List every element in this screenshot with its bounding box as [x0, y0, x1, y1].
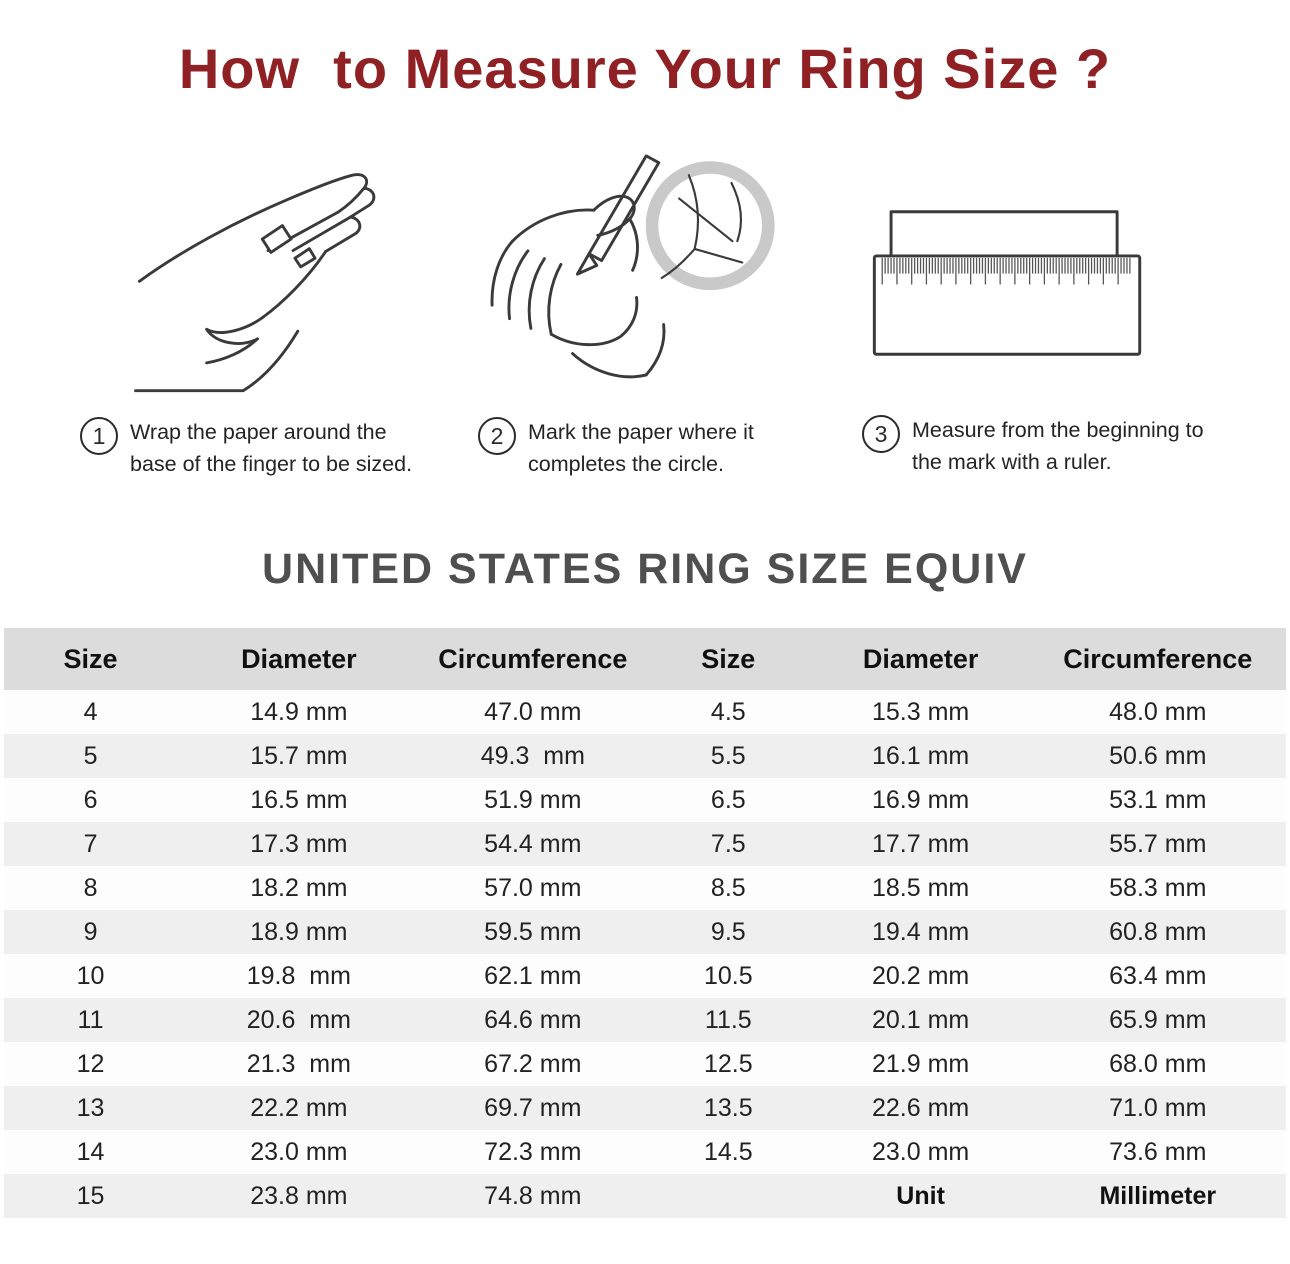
table-cell: 21.3 mm [177, 1042, 421, 1086]
ring-size-table [4, 628, 1286, 1218]
table-cell: 9 [4, 910, 177, 954]
table-cell: 62.1 mm [421, 954, 645, 998]
column-header-circumference-right: Circumference [1030, 628, 1286, 690]
table-row-size-11 [4, 998, 1286, 1042]
table-cell: 59.5 mm [421, 910, 645, 954]
step-2-line-1: Mark the paper where it [528, 420, 754, 444]
table-cell: 16.9 mm [812, 778, 1030, 822]
table-cell: 68.0 mm [1030, 1042, 1286, 1086]
table-cell: 67.2 mm [421, 1042, 645, 1086]
table-cell: 12.5 [645, 1042, 812, 1086]
table-cell: 6 [4, 778, 177, 822]
step-2-line-2: completes the circle. [528, 452, 724, 477]
table-cell: 13 [4, 1086, 177, 1130]
table-cell: 19.4 mm [812, 910, 1030, 954]
table-cell: 74.8 mm [421, 1174, 645, 1218]
table-cell: 20.6 mm [177, 998, 421, 1042]
table-cell: 14.9 mm [177, 690, 421, 734]
table-cell: 16.5 mm [177, 778, 421, 822]
table-cell: 18.5 mm [812, 866, 1030, 910]
hand-paper-wrap-illustration [128, 168, 433, 408]
table-cell: 8 [4, 866, 177, 910]
table-cell: 15.3 mm [812, 690, 1030, 734]
table-cell: 23.0 mm [177, 1130, 421, 1174]
step-1-caption [80, 416, 420, 481]
table-cell: 11.5 [645, 998, 812, 1042]
table-row-size-13 [4, 1086, 1286, 1130]
table-cell: 7.5 [645, 822, 812, 866]
table-cell: 15 [4, 1174, 177, 1218]
table-row-size-12 [4, 1042, 1286, 1086]
table-cell: 22.2 mm [177, 1086, 421, 1130]
table-cell: 72.3 mm [421, 1130, 645, 1174]
table-cell: 17.7 mm [812, 822, 1030, 866]
column-header-size-right: Size [645, 628, 812, 690]
ruler-measure-illustration [858, 196, 1160, 368]
table-cell: 50.6 mm [1030, 734, 1286, 778]
table-cell: 4 [4, 690, 177, 734]
table-cell: 23.8 mm [177, 1174, 421, 1218]
table-cell: 51.9 mm [421, 778, 645, 822]
table-cell: 19.8 mm [177, 954, 421, 998]
magnifier-circle-icon [652, 168, 768, 284]
step-2-caption [478, 416, 798, 481]
table-row-size-4 [4, 690, 1286, 734]
table-title: UNITED STATES RING SIZE EQUIV [262, 545, 1028, 593]
table-cell: 21.9 mm [812, 1042, 1030, 1086]
table-cell: 14 [4, 1130, 177, 1174]
paper-strip-icon [891, 212, 1117, 258]
table-cell: 13.5 [645, 1086, 812, 1130]
table-cell: 7 [4, 822, 177, 866]
column-header-diameter-left: Diameter [177, 628, 421, 690]
table-cell: 60.8 mm [1030, 910, 1286, 954]
unit-label-cell: Unit [812, 1174, 1030, 1218]
table-cell: 17.3 mm [177, 822, 421, 866]
table-cell: 71.0 mm [1030, 1086, 1286, 1130]
table-cell: 14.5 [645, 1130, 812, 1174]
table-cell [645, 1174, 812, 1218]
table-row-size-15 [4, 1174, 1286, 1218]
table-row-size-7 [4, 822, 1286, 866]
table-cell: 6.5 [645, 778, 812, 822]
table-cell: 4.5 [645, 690, 812, 734]
step-1-number-badge: 1 [80, 417, 118, 455]
column-header-circumference-left: Circumference [421, 628, 645, 690]
table-cell: 18.2 mm [177, 866, 421, 910]
table-cell: 63.4 mm [1030, 954, 1286, 998]
table-cell: 12 [4, 1042, 177, 1086]
table-cell: 15.7 mm [177, 734, 421, 778]
table-cell: 16.1 mm [812, 734, 1030, 778]
step-3-number-badge: 3 [862, 415, 900, 453]
pencil-mark-magnifier-illustration [452, 152, 790, 404]
step-1-line-2: base of the finger to be sized. [130, 452, 413, 477]
table-cell: 69.7 mm [421, 1086, 645, 1130]
table-header-row [4, 628, 1286, 690]
table-cell: 11 [4, 998, 177, 1042]
unit-value-cell: Millimeter [1030, 1174, 1286, 1218]
table-cell: 18.9 mm [177, 910, 421, 954]
table-cell: 10.5 [645, 954, 812, 998]
step-3-line-2: the mark with a ruler. [912, 450, 1112, 475]
table-cell: 73.6 mm [1030, 1130, 1286, 1174]
column-header-diameter-right: Diameter [812, 628, 1030, 690]
table-cell: 23.0 mm [812, 1130, 1030, 1174]
table-row-size-8 [4, 866, 1286, 910]
table-row-size-14 [4, 1130, 1286, 1174]
table-cell: 64.6 mm [421, 998, 645, 1042]
table-row-size-10 [4, 954, 1286, 998]
table-cell: 20.1 mm [812, 998, 1030, 1042]
page-title: How to Measure Your Ring Size ? [178, 37, 1112, 100]
step-3-line-1: Measure from the beginning to [912, 418, 1204, 442]
table-cell: 49.3 mm [421, 734, 645, 778]
table-cell: 58.3 mm [1030, 866, 1286, 910]
table-row-size-9 [4, 910, 1286, 954]
table-cell: 22.6 mm [812, 1086, 1030, 1130]
table-cell: 5.5 [645, 734, 812, 778]
table-cell: 5 [4, 734, 177, 778]
table-cell: 9.5 [645, 910, 812, 954]
table-cell: 57.0 mm [421, 866, 645, 910]
table-cell: 10 [4, 954, 177, 998]
column-header-size-left: Size [4, 628, 177, 690]
table-cell: 47.0 mm [421, 690, 645, 734]
table-row-size-5 [4, 734, 1286, 778]
table-row-size-6 [4, 778, 1286, 822]
table-cell: 53.1 mm [1030, 778, 1286, 822]
step-2-number-badge: 2 [478, 417, 516, 455]
table-cell: 54.4 mm [421, 822, 645, 866]
step-3-caption [862, 414, 1222, 479]
table-cell: 48.0 mm [1030, 690, 1286, 734]
table-cell: 55.7 mm [1030, 822, 1286, 866]
table-cell: 65.9 mm [1030, 998, 1286, 1042]
table-cell: 20.2 mm [812, 954, 1030, 998]
table-cell: 8.5 [645, 866, 812, 910]
step-1-line-1: Wrap the paper around the [130, 420, 387, 444]
